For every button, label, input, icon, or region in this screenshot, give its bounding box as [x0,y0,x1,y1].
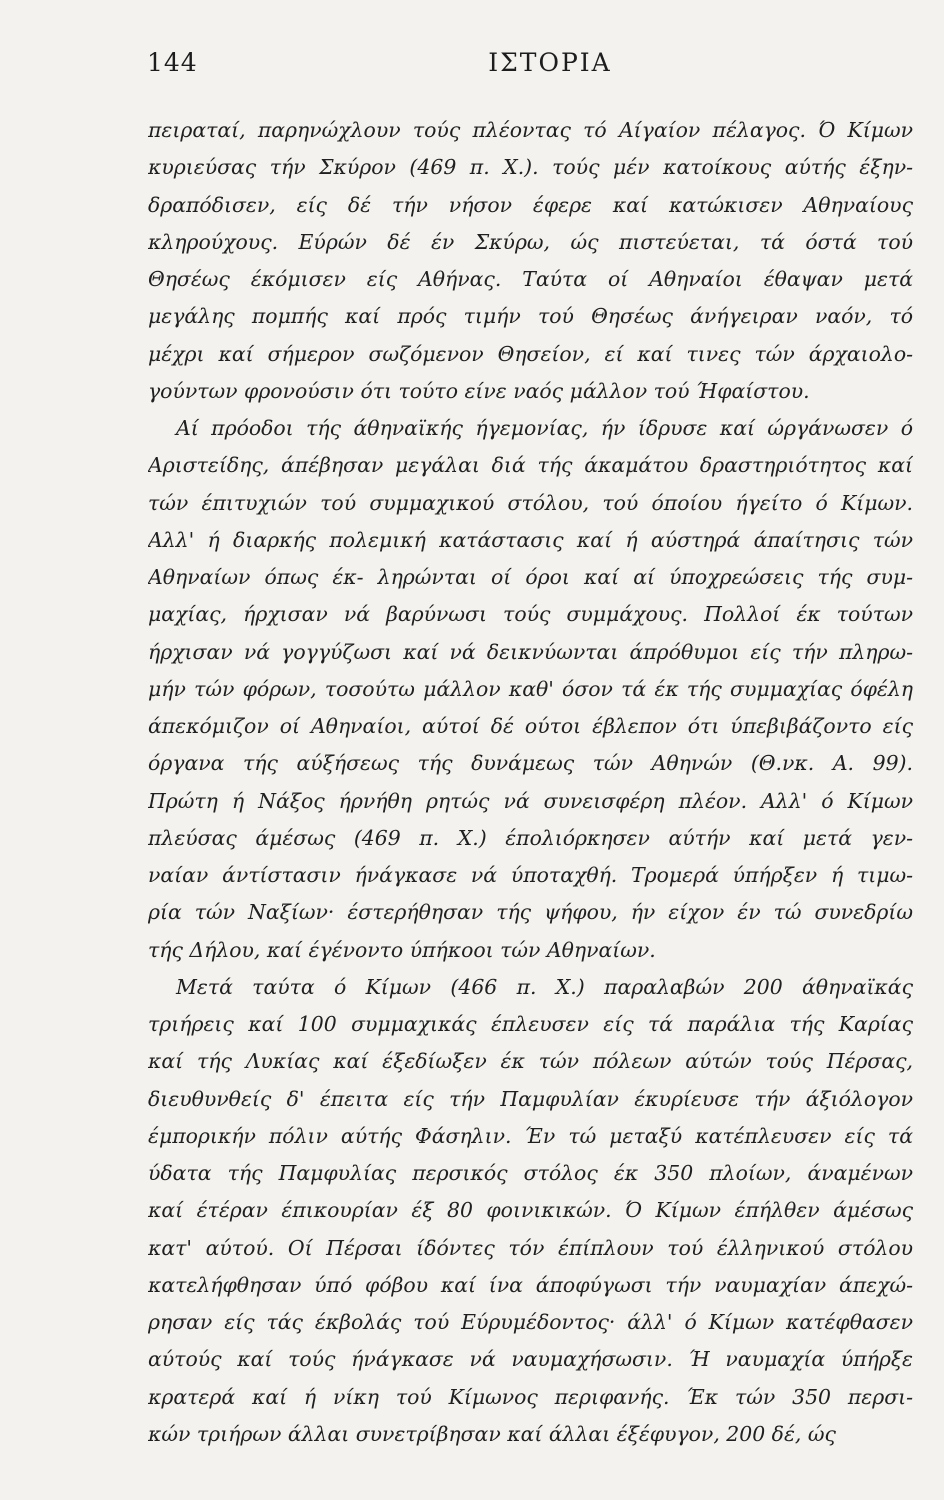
text-line: καί τής Λυκίας καί έξεδίωξεν έκ τών πόλεων αύτών τούς Πέρσας, [148,1049,913,1074]
text-line: Μετά ταύτα ό Κίμων (466 π. Χ.) παραλαβών 200 άθηναϊκάς [176,974,913,999]
text-line: γούντων φρονούσιν ότι τούτο είνε ναός μάλλον τού Ήφαίστου. [148,378,810,403]
text-line: μέχρι καί σήμερον σωζόμενον Θησείον, εί καί τινες τών άρχαιολο- [148,341,913,366]
text-line: μήν τών φόρων, τοσούτω μάλλον καθ' όσον τά έκ τής συμμαχίας όφέλη [148,676,913,701]
text-line: τής Δήλου, καί έγένοντο ύπήκοοι τών Αθηναίων. [148,937,656,962]
text-line: ναίαν άντίστασιν ήνάγκασε νά ύποταχθή. Τρομερά ύπήρξεν ή τιμω- [148,863,913,887]
text-line: αύτούς καί τούς ήνάγκασε νά ναυμαχήσωσιν. Ή ναυμαχία ύπήρξε [148,1347,913,1372]
text-line: μαχίας, ήρχισαν νά βαρύνωσι τούς συμμάχους. Πολλοί έκ τούτων [148,602,913,627]
text-line: κατελήφθησαν ύπό φόβου καί ίνα άποφύγωσι τήν ναυμαχίαν άπεχώ- [148,1272,913,1297]
text-line: ύδατα τής Παμφυλίας περσικός στόλος έκ 350 πλοίων, άναμένων [148,1161,913,1185]
text-line: ρία τών Ναξίων· έστερήθησαν τής ψήφου, ήν είχον έν τώ συνεδρίω [148,900,913,925]
paragraph-1 [148,112,913,410]
text-line: καί έτέραν έπικουρίαν έξ 80 φοινικικών. Ό Κίμων έπήλθεν άμέσως [148,1198,913,1223]
text-line: δραπόδισεν, είς δέ τήν νήσον έφερε καί κατώκισεν Αθηναίους [148,192,913,217]
text-line: τών έπιτυχιών τού συμμαχικού στόλου, τού όποίου ήγείτο ό Κίμων. [148,490,913,515]
text-line: κατ' αύτού. Οί Πέρσαι ίδόντες τόν έπίπλουν τού έλληνικού στόλου [148,1235,913,1260]
running-title: ΙΣΤΟΡΙΑ [488,48,612,77]
text-line: κρατερά καί ή νίκη τού Κίμωνος περιφανής. Έκ τών 350 περσι- [148,1384,913,1409]
text-line: Αθηναίων όπως έκ- ληρώνται οί όροι καί αί ύποχρεώσεις τής συμ- [148,565,913,589]
text-line: έμπορικήν πόλιν αύτής Φάσηλιν. Έν τώ μεταξύ κατέπλευσεν είς τά [148,1123,913,1148]
text-line: άπεκόμιζον οί Αθηναίοι, αύτοί δέ ούτοι έβλεπον ότι ύπεβιβάζοντο είς [148,714,913,738]
text-line: μεγάλης πομπής καί πρός τιμήν τού Θησέως άνήγειραν ναόν, τό [148,304,913,329]
text-line: Θησέως έκόμισεν είς Αθήνας. Ταύτα οί Αθηναίοι έθαψαν μετά [148,267,913,291]
text-line: κληρούχους. Εύρών δέ έν Σκύρω, ώς πιστεύεται, τά όστά τού [148,229,913,254]
paragraph-3 [148,969,913,1453]
text-line: Αλλ' ή διαρκής πολεμική κατάστασις καί ή αύστηρά άπαίτησις τών [148,527,913,552]
text-line: κυριεύσας τήν Σκύρον (469 π. Χ.). τούς μέν κατοίκους αύτής έξην- [148,155,913,180]
text-line: διευθυνθείς δ' έπειτα είς τήν Παμφυλίαν έκυρίευσε τήν άξιόλογον [148,1086,913,1111]
text-line: Αί πρόοδοι τής άθηναϊκής ήγεμονίας, ήν ίδρυσε καί ώργάνωσεν ό [176,416,913,440]
text-line: κών τριήρων άλλαι συνετρίβησαν καί άλλαι έξέφυγον, 200 δέ, ώς [148,1421,836,1446]
text-line: Αριστείδης, άπέβησαν μεγάλαι διά τής άκαμάτου δραστηριότητος καί [148,453,913,478]
text-line: ήρχισαν νά γογγύζωσι καί νά δεικνύωνται άπρόθυμοι είς τήν πληρω- [148,639,913,664]
text-line: όργανα τής αύξήσεως τής δυνάμεως τών Αθηνών (Θ.νκ. Α. 99). [148,751,913,776]
text-line: ρησαν είς τάς έκβολάς τού Εύρυμέδοντος· άλλ' ό Κίμων κατέφθασεν [148,1310,913,1334]
text-line: πλεύσας άμέσως (469 π. Χ.) έπολιόρκησεν αύτήν καί μετά γεν- [148,825,913,850]
paragraph-2 [148,410,913,969]
text-line: πειραταί, παρηνώχλουν τούς πλέοντας τό Αίγαίον πέλαγος. Ό Κίμων [148,118,913,142]
running-head [147,48,913,88]
body-text [148,112,913,1453]
page-number: 144 [147,48,198,77]
text-line: τριήρεις καί 100 συμμαχικάς έπλευσεν είς τά παράλια τής Καρίας [148,1012,913,1036]
text-line: Πρώτη ή Νάξος ήρνήθη ρητώς νά συνεισφέρη πλέον. Αλλ' ό Κίμων [148,788,913,813]
